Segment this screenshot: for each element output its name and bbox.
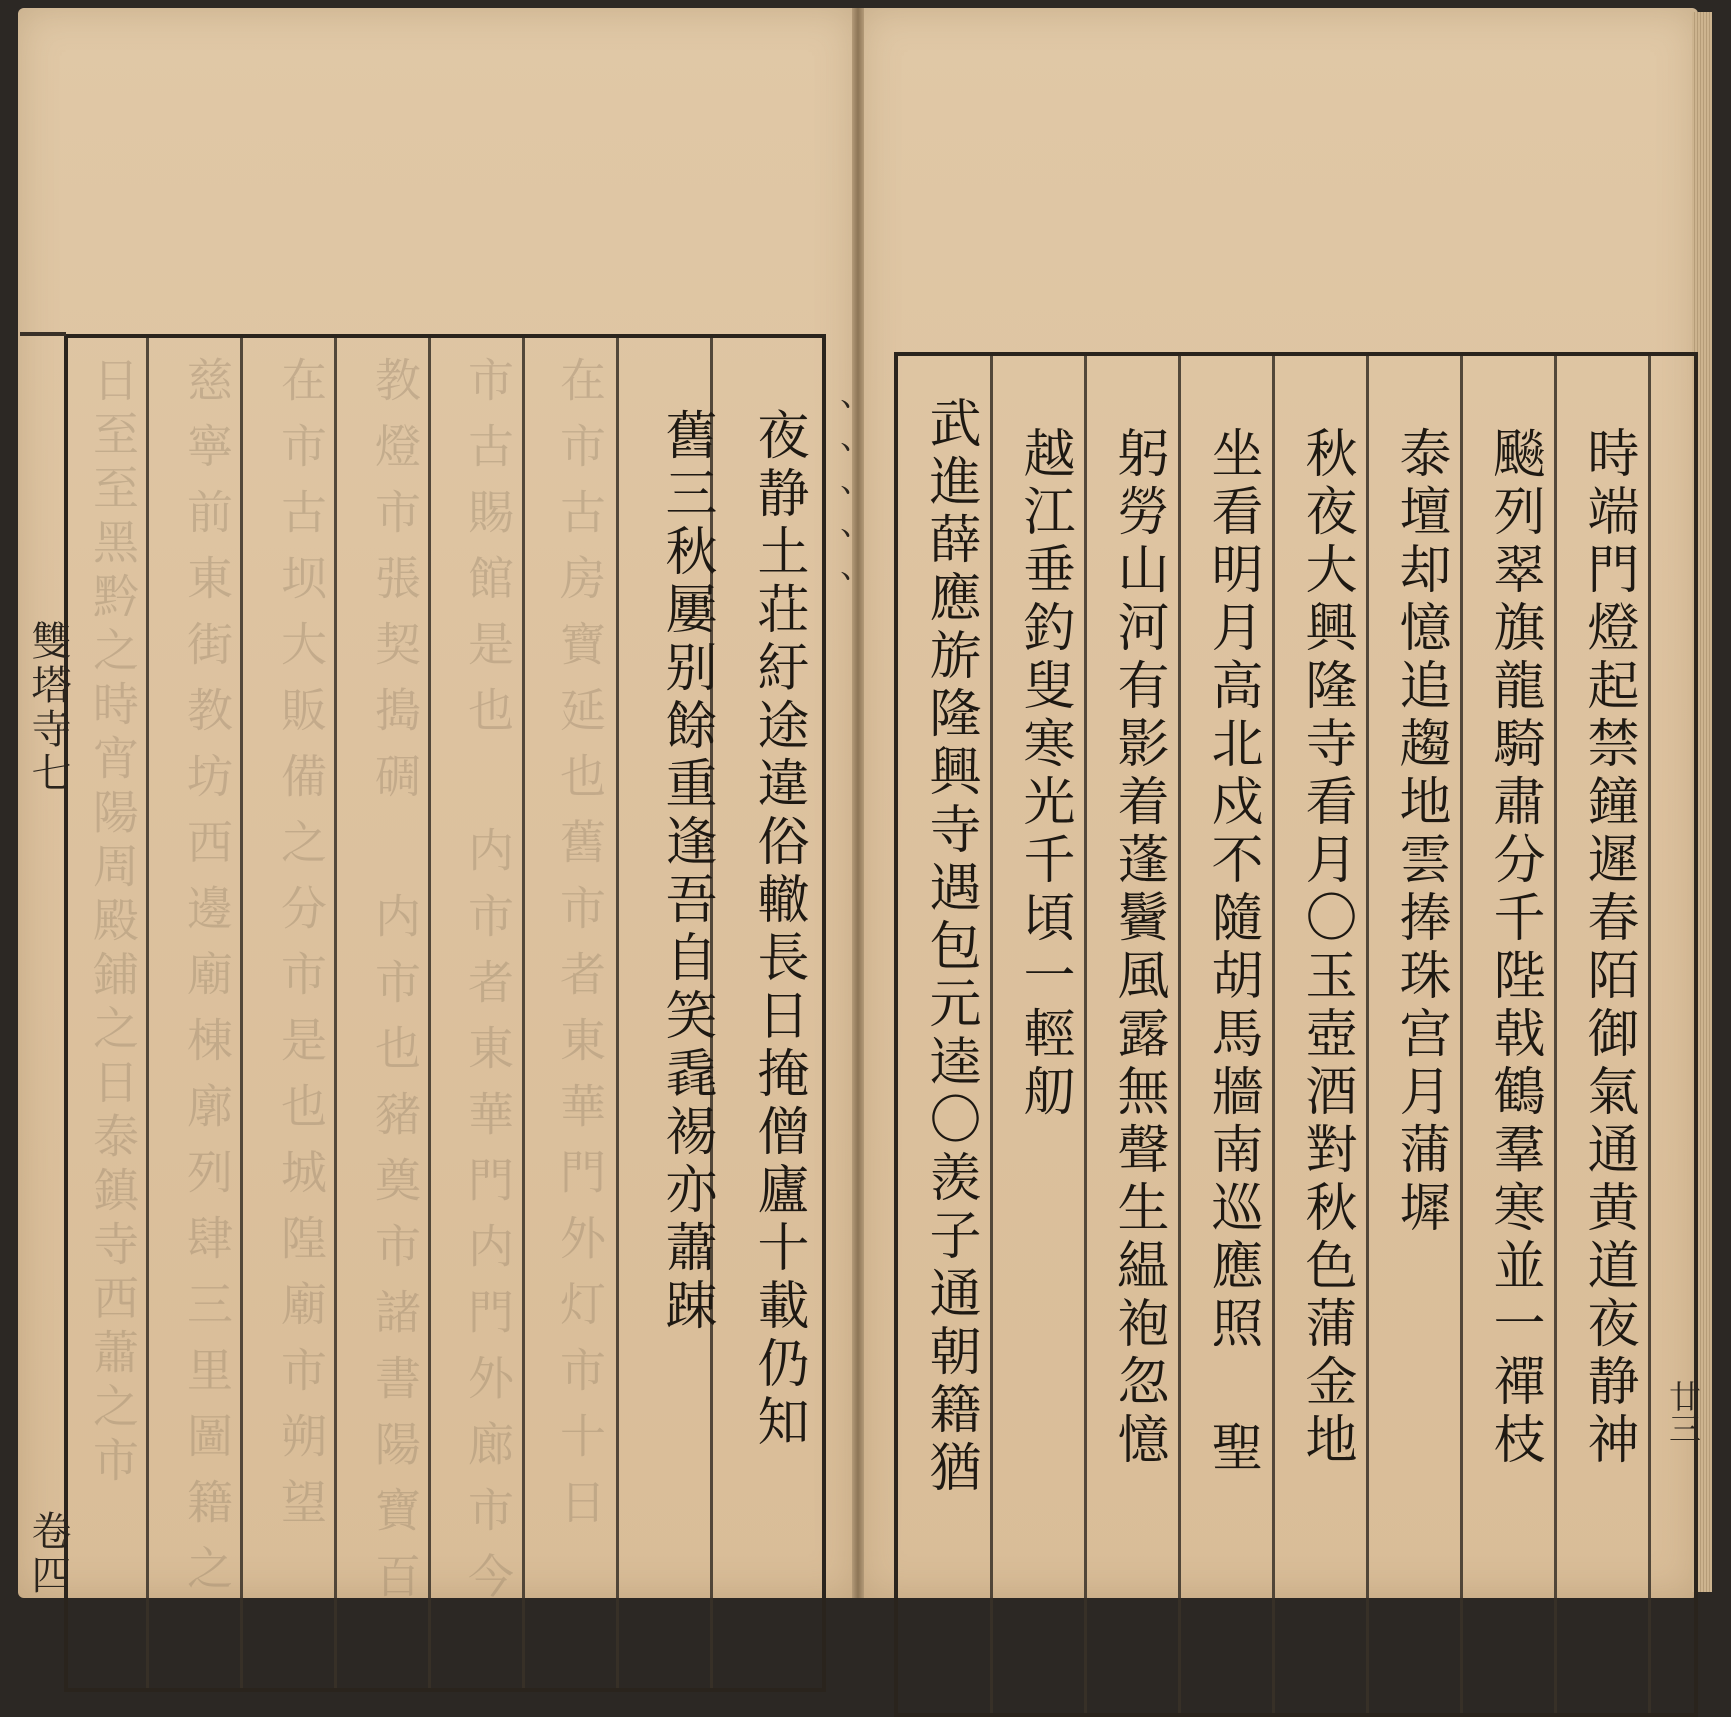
bleed-through-text: 在市古房寶延也舊市者東華門外灯市十日 xyxy=(553,356,607,1544)
column-rule xyxy=(1084,356,1087,1713)
column-rule xyxy=(1554,356,1557,1713)
column-rule xyxy=(334,338,337,1688)
page-number: 廿三 xyxy=(1664,1380,1702,1444)
book-gutter xyxy=(852,8,864,1598)
column-rule xyxy=(1460,356,1463,1713)
text-column: 坐看明月高北戍不隨胡馬牆南巡應照 聖 xyxy=(1202,426,1262,1478)
bleed-through-text: 慈寧前東街教坊西邊廟棟廓列肆三里圖籍之 xyxy=(180,356,234,1610)
column-rule xyxy=(1366,356,1369,1713)
text-column: 時端門燈起禁鐘遲春陌御氣通黄道夜静神 xyxy=(1578,426,1638,1470)
margin-rule xyxy=(20,332,66,336)
text-column: 秋夜大興隆寺看月〇玉壺酒對秋色蒲金地 xyxy=(1296,426,1356,1470)
text-column: 飈列翠旗龍騎肅分千陛戟鶴羣寒並一禪枝 xyxy=(1484,426,1544,1470)
column-rule xyxy=(146,338,149,1688)
text-column: 躬勞山河有影着蓬鬢風露無聲生緼袍忽憶 xyxy=(1108,426,1168,1470)
text-column: 武進薛應旂隆興寺遇包元逵〇羡子通朝籍猶 xyxy=(920,396,980,1498)
bleed-through-text: 在市古坝大販備之分市是也城隍廟市朔望 xyxy=(274,356,328,1544)
bleed-through-text: 市古賜館是也 内市者東華門内門外廊市今 xyxy=(461,356,515,1618)
right-text-frame xyxy=(894,352,1698,1717)
left-text-frame xyxy=(64,334,852,1692)
column-rule xyxy=(428,338,431,1688)
column-rule xyxy=(1648,356,1651,1713)
column-rule xyxy=(522,338,525,1688)
column-rule xyxy=(1178,356,1181,1713)
text-column: 越江垂釣叟寒光千頃一輕舠 xyxy=(1014,426,1074,1122)
column-rule xyxy=(240,338,243,1688)
column-rule xyxy=(1272,356,1275,1713)
margin-title: 雙塔寺七 xyxy=(25,620,71,796)
margin-volume: 卷四 xyxy=(25,1510,71,1598)
bleed-through-text: 日至至黑黔之時宵陽周殿鋪之日泰鎮寺西蕭之市 xyxy=(86,356,140,1490)
bleed-through-text: 教燈市張契搗碉 内市也豬奠市諸書陽寶百 xyxy=(368,356,422,1618)
text-column: 夜静土荘紆途違俗轍長日掩僧廬十載仍知 xyxy=(748,408,808,1452)
column-rule xyxy=(990,356,993,1713)
text-column: 舊三秋屢别餘重逢吾自笑毳裼亦蕭踈 xyxy=(656,408,716,1336)
column-rule xyxy=(616,338,619,1688)
text-column: 泰壇却憶追趨地雲捧珠宫月蒲墀 xyxy=(1390,426,1450,1238)
emphasis-marks: 、、、、、 xyxy=(812,398,852,630)
